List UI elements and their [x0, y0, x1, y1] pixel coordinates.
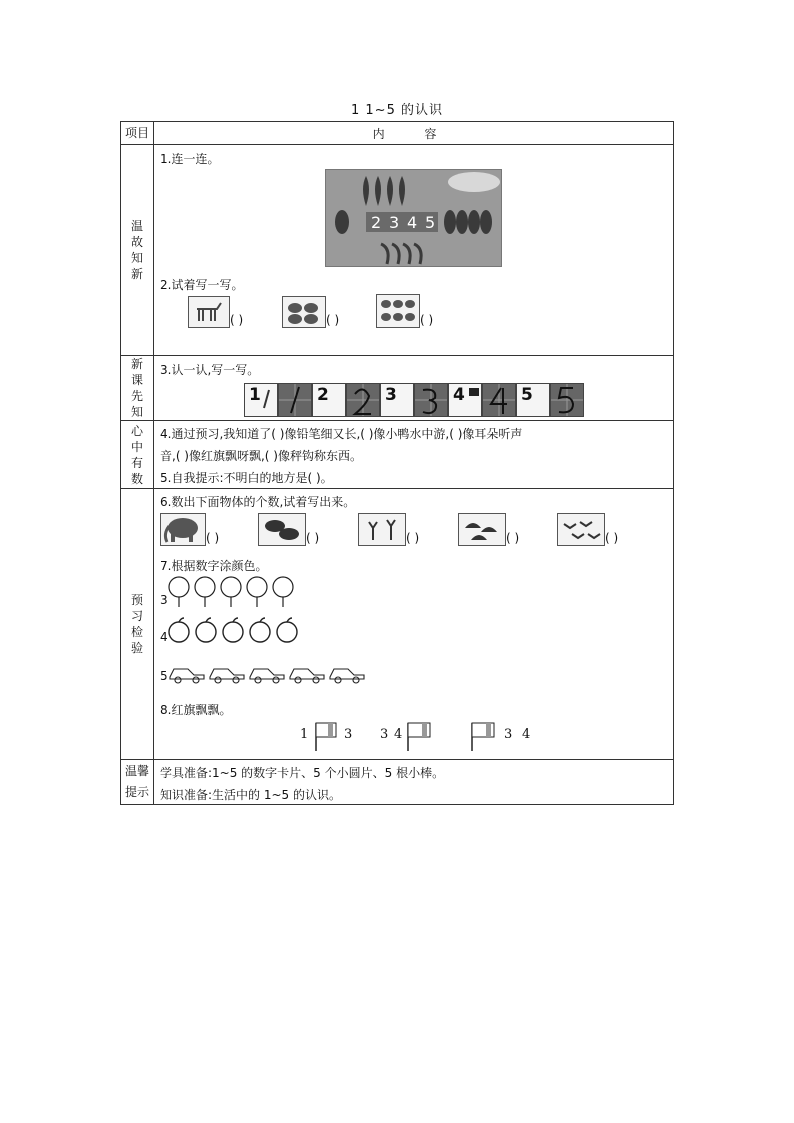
connect-digit: 5 — [425, 213, 436, 232]
section-new-lesson — [121, 356, 674, 421]
number-card: 3 — [380, 383, 414, 417]
section-label-review: 温 故 知 新 — [121, 145, 154, 356]
writing-grid — [346, 383, 380, 417]
flag-blank[interactable] — [312, 721, 340, 751]
frogs-picture — [282, 296, 326, 328]
answer-blank[interactable]: ( ) — [230, 313, 244, 327]
question-5: 5.自我提示:不明白的地方是( )。 — [160, 471, 333, 485]
question-4-line2: 音,( )像红旗飘呀飘,( )像秤钩称东西。 — [160, 449, 362, 463]
deer-picture — [358, 513, 406, 546]
writing-grid — [550, 383, 584, 417]
rhinos-picture — [258, 513, 306, 546]
answer-blank[interactable]: ( ) — [420, 313, 434, 327]
section-content-in-mind — [154, 421, 674, 489]
answer-blank[interactable]: ( ) — [326, 313, 340, 327]
flag-blank[interactable] — [468, 721, 500, 751]
flag-sequences — [300, 721, 540, 751]
header-content: 内 容 — [154, 122, 674, 145]
answer-blank[interactable]: ( ) — [306, 531, 320, 545]
sequence-number: 3 — [344, 727, 353, 742]
sequence-number: 4 — [522, 727, 531, 742]
number-card: 2 — [312, 383, 346, 417]
question-6: 6.数出下面物体的个数,试着写出来。 — [160, 495, 356, 509]
section-label-tips: 温馨 提示 — [121, 760, 154, 805]
section-content-review — [154, 145, 674, 356]
worksheet-table — [120, 121, 674, 805]
elephant-picture — [160, 513, 206, 546]
section-preview-check — [121, 489, 674, 760]
birds-picture — [557, 513, 605, 546]
section-tips — [121, 760, 674, 805]
turtles-picture — [376, 294, 420, 328]
number-card: 1 — [244, 383, 278, 417]
answer-blank[interactable]: ( ) — [506, 531, 520, 545]
question-3: 3.认一认,写一写。 — [160, 363, 260, 377]
section-label-in-mind: 心 中 有 数 — [121, 421, 154, 489]
header-item: 项目 — [121, 122, 154, 145]
question-4-line1: 4.通过预习,我知道了( )像铅笔细又长,( )像小鸭水中游,( )像耳朵听声 — [160, 427, 523, 441]
section-review — [121, 145, 674, 356]
section-in-mind — [121, 421, 674, 489]
answer-blank[interactable]: ( ) — [206, 531, 220, 545]
question-7: 7.根据数字涂颜色。 — [160, 559, 268, 573]
section-content-preview-check — [154, 489, 674, 760]
number-card: 4 — [448, 383, 482, 417]
section-content-new-lesson — [154, 356, 674, 421]
writing-grid — [278, 383, 312, 417]
number-card: 5 — [516, 383, 550, 417]
flag-blank[interactable] — [404, 721, 436, 751]
question-1: 1.连一连。 — [160, 152, 220, 166]
section-label-preview-check: 预 习 检 验 — [121, 489, 154, 760]
sequence-number: 3 — [504, 727, 513, 742]
section-content-tips — [154, 760, 674, 805]
sequence-number: 4 — [394, 727, 403, 742]
tips-line-2: 知识准备:生活中的 1~5 的认识。 — [160, 788, 341, 802]
connect-digit: 3 — [389, 213, 400, 232]
connect-digit: 2 — [371, 213, 382, 232]
writing-grid — [414, 383, 448, 417]
writing-grid — [482, 383, 516, 417]
answer-blank[interactable]: ( ) — [406, 531, 420, 545]
question-8: 8.红旗飘飘。 — [160, 703, 232, 717]
connect-illustration — [326, 170, 501, 266]
page-title: 1 1~5 的认识 — [351, 103, 443, 118]
answer-blank[interactable]: ( ) — [605, 531, 619, 545]
color-row-number: 5 — [160, 669, 168, 683]
color-row-number: 4 — [160, 630, 168, 644]
section-label-new-lesson: 新 课 先 知 — [121, 356, 154, 421]
tips-line-1: 学具准备:1~5 的数字卡片、5 个小圆片、5 根小棒。 — [160, 766, 445, 780]
mushrooms-picture — [458, 513, 506, 546]
connect-digit: 4 — [407, 213, 418, 232]
number-cards — [244, 383, 584, 417]
header-row — [121, 122, 674, 145]
sequence-number: 3 — [380, 727, 389, 742]
cars[interactable] — [168, 661, 368, 685]
goat-picture — [188, 296, 230, 328]
question-2: 2.试着写一写。 — [160, 278, 244, 292]
apples[interactable] — [168, 617, 302, 645]
sequence-number: 1 — [300, 727, 309, 742]
connect-picture — [325, 169, 502, 267]
balloons[interactable] — [168, 575, 298, 609]
color-row-number: 3 — [160, 593, 168, 607]
